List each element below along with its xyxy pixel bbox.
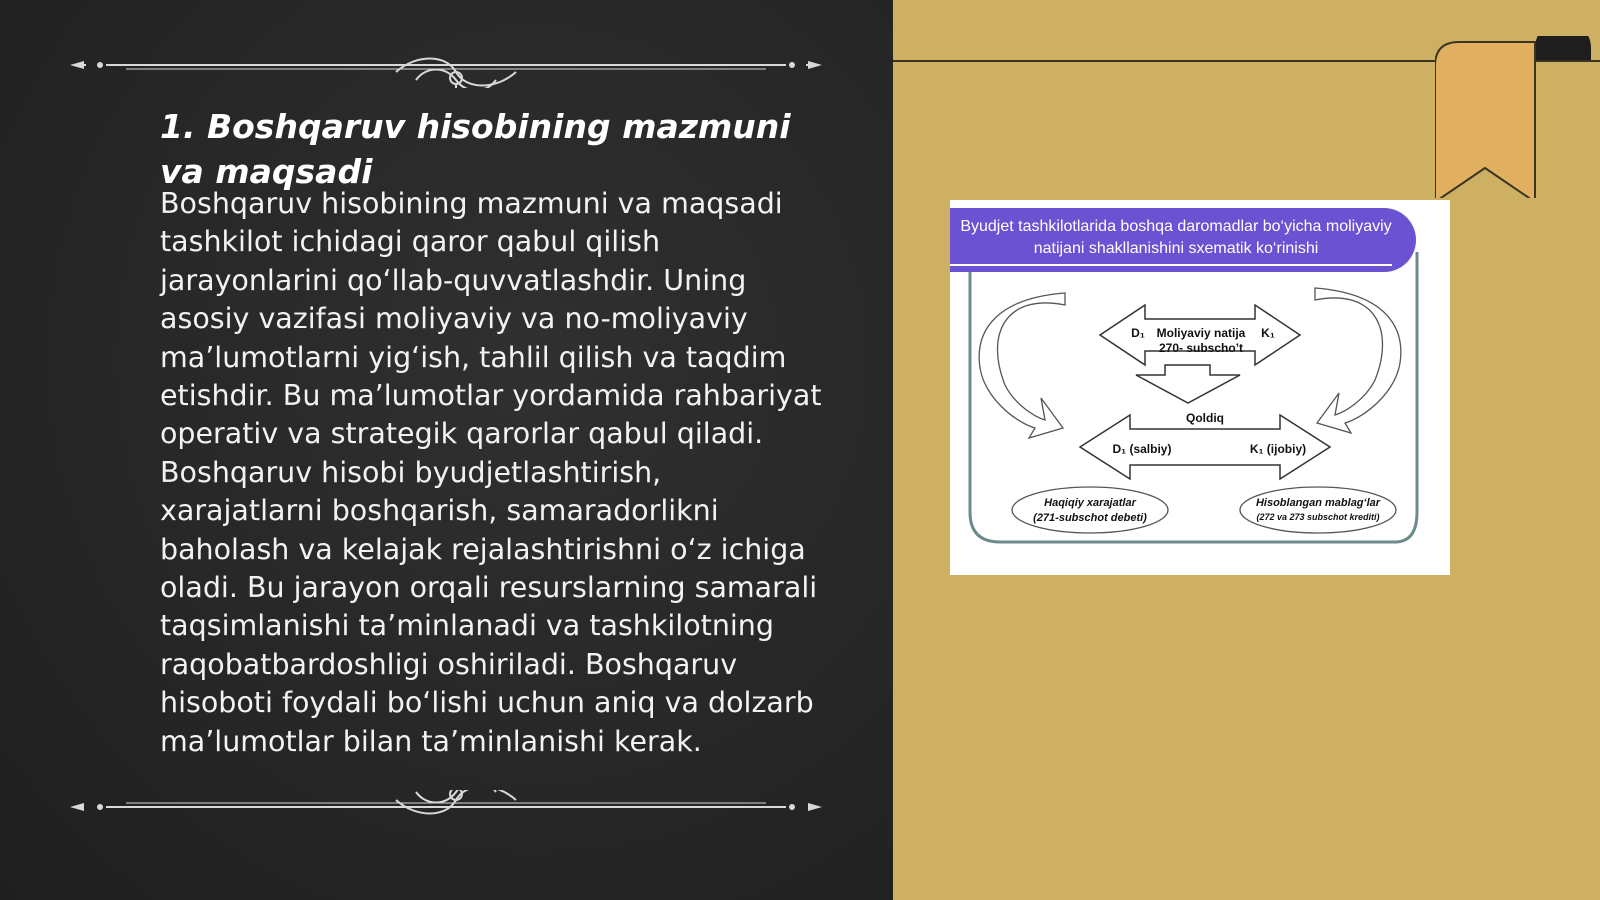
bookmark-ribbon-icon	[1435, 36, 1600, 198]
left-oval-line1: Haqiqiy xarajatlar	[1044, 497, 1136, 509]
top-arrow-left-label: D₁	[1131, 326, 1145, 340]
right-oval-line1: Hisoblangan mablag‘lar	[1255, 497, 1381, 509]
top-arrow-line1: Moliyaviy natija	[1156, 326, 1246, 340]
right-oval-line2: (272 va 273 subschot krediti)	[1256, 512, 1380, 522]
middle-arrow-top-label: Qoldiq	[1186, 411, 1224, 425]
slide-body-text: Boshqaruv hisobining mazmuni va maqsadi tashkilot ichidagi qaror qabul qilish jarayonlarini qo‘llab-quvvatlashdir. Uning asosiy vazifasi moliyaviy va no-moliyaviy ma’lumotlarni yig‘ish, tahlil qilish va taqdim etishdir. Bu ma’lumotlar yordamida rahbariyat operativ va strategik qarorlar qabul qiladi. Boshqaruv hisobi byudjetlashtirish, xarajatlarni boshqarish, samaradorlikni baholash va kelajak rejalashtirishni o‘z ichiga oladi. Bu jarayon orqali resurslarning samarali taqsimlanishi ta’minlanadi va tashkilotning raqobatbardoshligi oshiriladi. Boshqaruv hisoboti foydali bo‘lishi uchun aniq va dolzarb ma’lumotlar bilan ta’minlanishi kerak.	[160, 187, 822, 758]
schematic-figure	[950, 200, 1450, 575]
top-arrow-line2: 270- subscho’t	[1158, 341, 1244, 355]
top-ornament-divider	[66, 48, 826, 88]
slide-title: 1. Boshqaruv hisobining mazmuni va maqsadi	[160, 107, 791, 191]
middle-arrow-left-label: D₁ (salbiy)	[1112, 442, 1172, 456]
bottom-ornament-divider	[66, 790, 826, 830]
middle-arrow-right-label: K₁ (ijobiy)	[1249, 442, 1307, 456]
left-oval-line2: (271-subschot debeti)	[1033, 512, 1147, 524]
top-arrow-right-label: K₁	[1261, 326, 1275, 340]
figure-title: Byudjet tashkilotlarida boshqa daromadlar bo‘yicha moliyaviy natijani shakllanishini sxematik ko‘rinishi	[960, 218, 1392, 257]
